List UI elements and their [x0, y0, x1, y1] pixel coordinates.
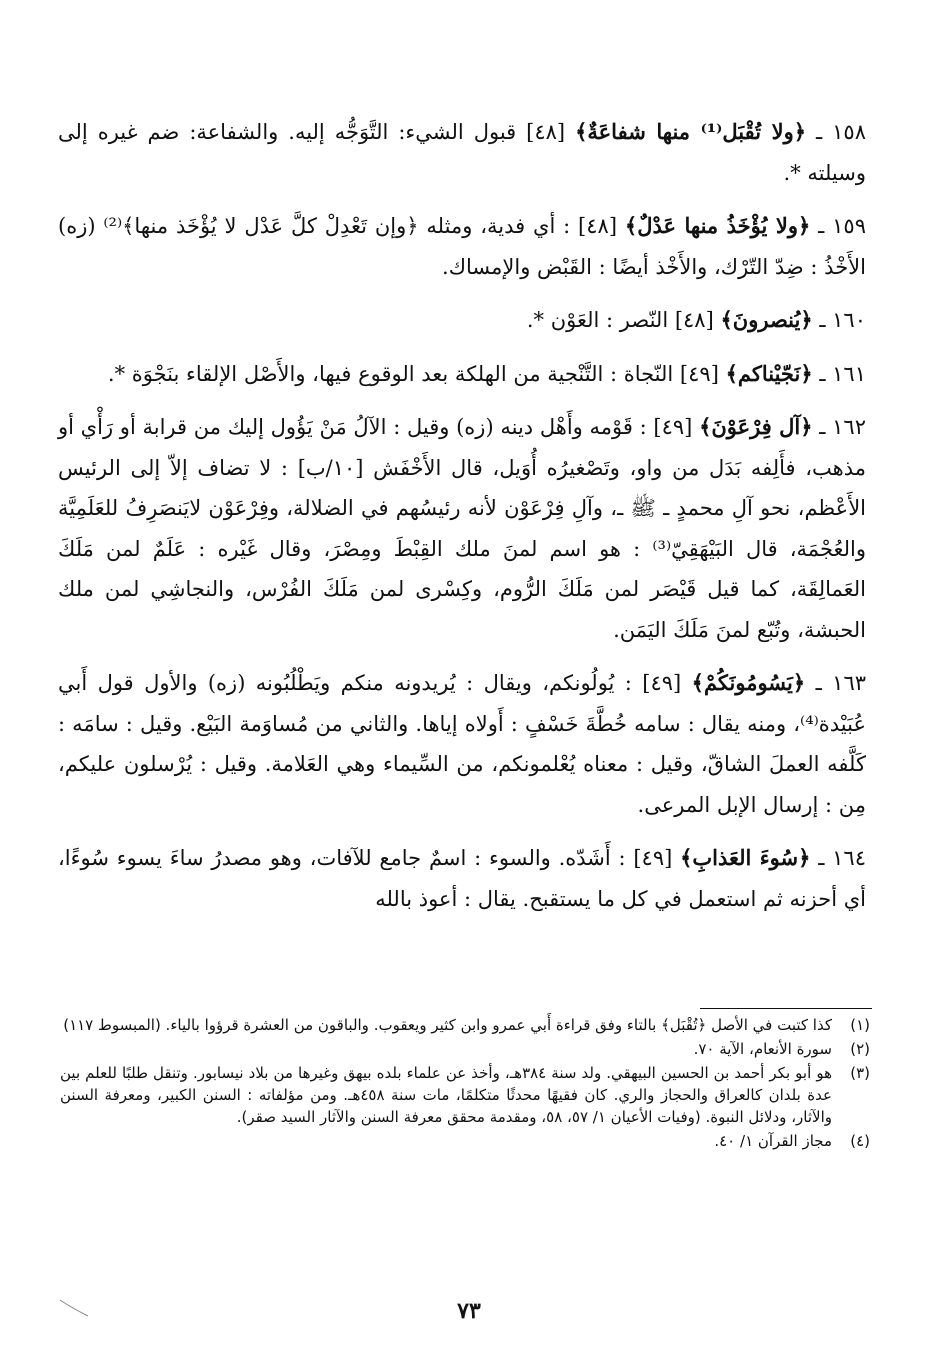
entry-number: ١٦١ ـ [819, 361, 866, 386]
entry-163 [58, 663, 866, 825]
entry-paragraph [58, 300, 866, 341]
footnote-text: كذا كتبت في الأصل ﴿تُقْبَل﴾ بالتاء وفق قراءة أَبي عمرو وابن كثير ويعقوب. والباقون من العشرة قرؤوا بالياء. (المبسوط ١١٧) [63, 1016, 832, 1034]
entry-160 [58, 300, 866, 341]
entry-number: ١٦٢ ـ [819, 415, 866, 439]
quranic-lemma: ﴿سُوءَ العَذابِ﴾ [680, 845, 811, 870]
entry-number: ١٦٠ ـ [819, 308, 866, 332]
entry-number: ١٥٨ ـ [816, 120, 866, 144]
footnote-3 [60, 1062, 870, 1128]
footnote-2 [60, 1038, 870, 1060]
quranic-lemma: ﴿يَسُومُونَكُمْ﴾ [691, 670, 806, 695]
footnote-1 [60, 1014, 870, 1036]
entry-text: [٤٩] النّجاة : التَّنْجية من الهلكة بعد الوقوع فيها، والأَصْل الإلقاء بنَجْوَة *. [107, 361, 719, 386]
quranic-lemma: ﴿ولا يُؤْخَذُ منها عَدْلٌ﴾ [624, 213, 811, 238]
footnote-number: (٣) [850, 1064, 870, 1082]
entry-text: [٤٨] النّصر : العَوْن *. [526, 308, 714, 332]
entry-paragraph [58, 663, 866, 825]
quranic-lemma: ﴿ولا تُقْبَل⁽¹⁾ منها شفاعَةٌ﴾ [575, 119, 807, 144]
entry-paragraph [58, 838, 866, 919]
entry-number: ١٦٤ ـ [818, 846, 866, 870]
entry-paragraph [58, 206, 866, 287]
entry-number: ١٦٣ ـ [815, 671, 867, 695]
quranic-lemma: ﴿نَجّيْناكم﴾ [725, 360, 813, 386]
footnotes [60, 1014, 870, 1154]
footnote-number: (٤) [850, 1132, 870, 1150]
scan-mark [58, 1296, 98, 1320]
entry-paragraph [58, 407, 866, 650]
quranic-lemma: ﴿يُنصرونَ﴾ [720, 307, 813, 332]
entry-text: [٤٨] : أي فدية، ومثله ﴿وإن تَعْدِلْ كلَّ عَدْل لا يُؤْخَذ منها﴾⁽²⁾ (زه) الأَخْذُ : ضِدّ التّرْك، والأَخْذ أيضًا : القَبْض والإمساك. [58, 214, 866, 279]
entry-number: ١٥٩ ـ [818, 214, 866, 238]
entry-text: [٤٩] : يُولُونكم، ويقال : يُريدونه منكم ويَطْلُبُونه (زه) والأول قول أَبي عُبَيْدة⁽⁴⁾، ومنه يقال : سامه خُطَّةَ خَسْفٍ : أَولاه إياها. والثاني من مُساوَمة البَيْع. وقيل : سامَه : كَلَّفه العملَ الشاقّ، وقيل : معناه يُعْلمونكم، من السِّيماء وهي العَلامة. وقيل : يُرْسلون عليكم، مِن : إرسال الإبل المرعى. [58, 671, 866, 817]
entry-text: [٤٨] قبول الشيء: التَّوَجُّه إليه. والشفاعة: ضم غيره إلى وسيلته *. [58, 120, 866, 185]
footnote-text: مجاز القرآن ١/ ٤٠. [714, 1132, 832, 1150]
entry-162 [58, 407, 866, 650]
entry-text: [٤٩] : أَشَدّه. والسوء : اسمٌ جامع للآفات، وهو مصدرُ ساءَ يسوء سُوءًا، أي أحزنه ثم استعمل في كل ما يستقبح. يقال : أعوذ بالله [58, 846, 866, 911]
entry-158 [58, 112, 866, 193]
entry-paragraph [58, 112, 866, 193]
footnote-4 [60, 1130, 870, 1152]
quranic-lemma: ﴿آل فِرْعَوْنَ﴾ [699, 414, 813, 439]
page-number: ٧٣ [457, 1298, 481, 1324]
entry-164 [58, 838, 866, 919]
footnote-separator [700, 1008, 872, 1009]
entry-161 [58, 354, 866, 395]
main-text [58, 112, 866, 932]
entry-text: [٤٩] : قَوْمه وأَهْل دينه (زه) وقيل : الآلُ مَنْ يَؤُول إليك من قرابة أو رَأْي أو مذهب، فأَلِفه بَدَل من واو، وتَصْغيرُه أُوَيل، قال الأَخْفَش [١٠/ب] : لا تضاف إلاّ إلى الرئيس الأَعْظم، نحو آلِ محمدٍ ـ ﷺ ـ، وآلِ فِرْعَوْن لأنه رئيسُهم في الضلالة، وفِرْعَوْن لايَنصَرِفُ للعَلَمِيَّة والعُجْمَة، قال البَيْهَقِيّ⁽³⁾ : هو اسم لمنَ ملك القِبْطَ ومِصْرَ، وقال غَيْره : عَلَمٌ لمن مَلَكَ العَمالِقَة، كما قيل قَيْصَر لمن مَلَكَ الرُّوم، وكِسْرى لمن مَلَكَ الفُرْس، والنجاشِي لمن ملك الحبشة، وتُبّع لمنَ مَلَكَ اليَمَن. [58, 415, 867, 642]
entry-paragraph [58, 354, 866, 395]
entry-159 [58, 206, 866, 287]
footnote-text: هو أبو بكر أحمد بن الحسين البيهقي. ولد سنة ٣٨٤هـ، وأخذ عن علماء بلده بيهق وغيرها من بلاد نيسابور. وتنقل طلبًا للعلم بين عدة بلدان كالعراق والحجاز والري. كان فقيهًا محدثًا متكلمًا، مات سنة ٤٥٨هـ. ومن مؤلفاته : السنن الكبير، ومعرفة السنن والآثار، ودلائل النبوة. (وفيات الأعيان ١/ ٥٧، ٥٨، ومقدمة محقق معرفة السنن والآثار السيد صقر). [60, 1064, 832, 1126]
footnote-text: سورة الأنعام، الآية ٧٠. [693, 1040, 832, 1058]
footnote-number: (١) [850, 1016, 870, 1034]
footnote-number: (٢) [850, 1040, 870, 1058]
